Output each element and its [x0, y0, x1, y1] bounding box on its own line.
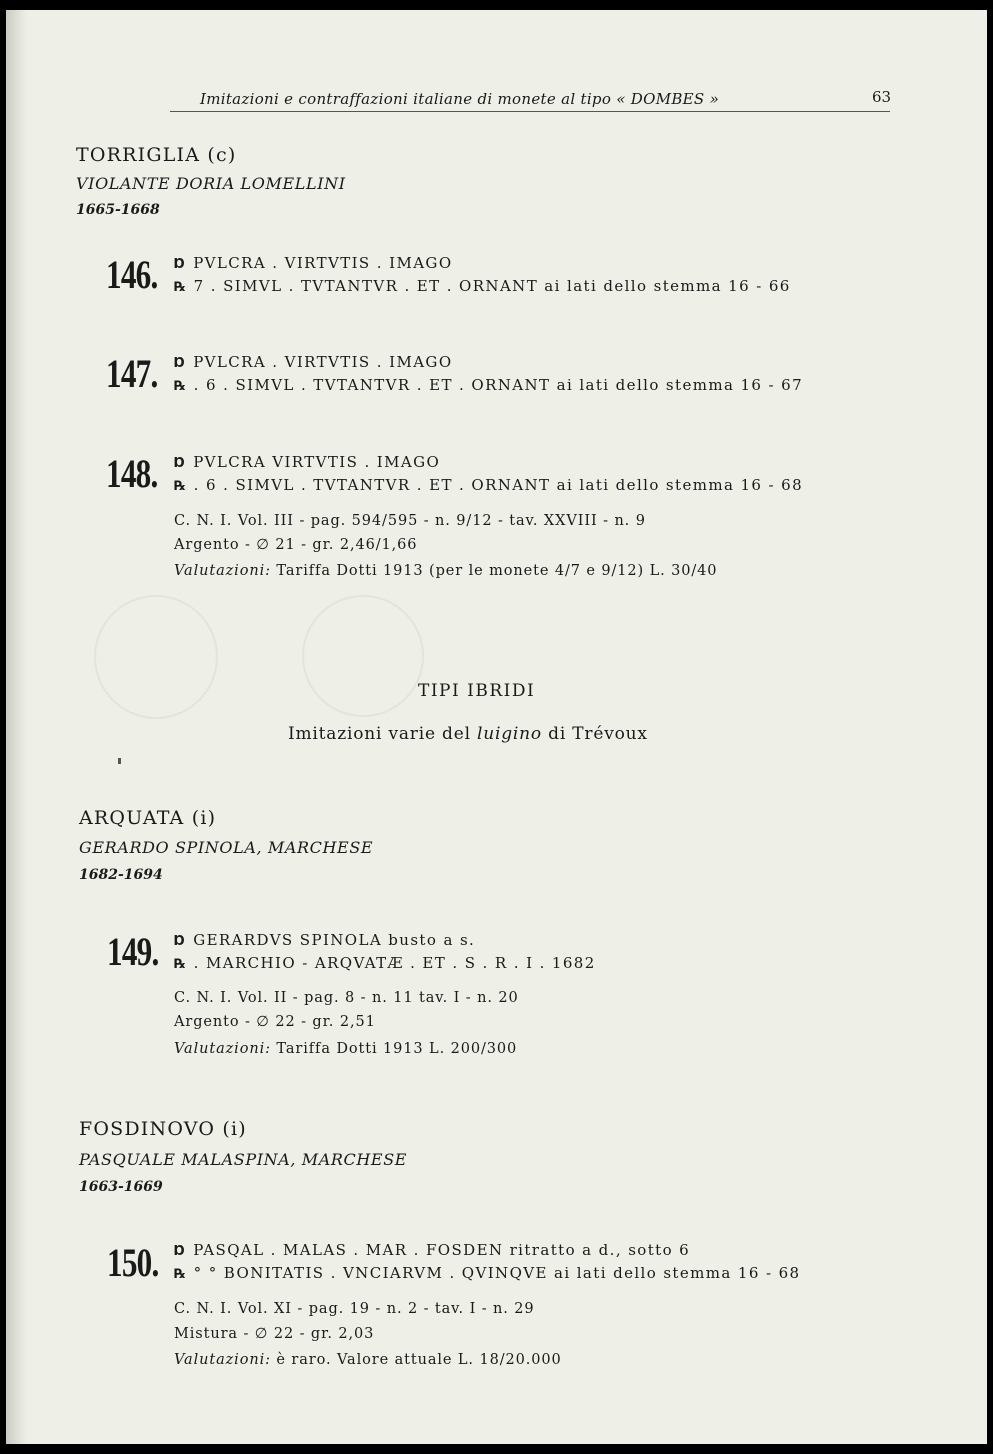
coin-number: 148.: [106, 451, 158, 496]
reverse-symbol: ℞: [174, 379, 186, 394]
subtitle-post: di Trévoux: [541, 724, 648, 744]
running-header: Imitazioni e contraffazioni italiane di monete al tipo « DOMBES »: [200, 90, 720, 108]
coin-number: 146.: [106, 252, 158, 297]
reign-dates-fosdinovo: 1663-1669: [79, 1179, 163, 1195]
metal-weight: Argento - ∅ 22 - gr. 2,51: [174, 1014, 376, 1030]
valuation-label: Valutazioni:: [174, 1041, 271, 1057]
ruler-name-arquata: GERARDO SPINOLA, MARCHESE: [79, 838, 374, 857]
metal-weight: Mistura - ∅ 22 - gr. 2,03: [174, 1326, 375, 1342]
subtitle-italic: luigino: [477, 724, 542, 744]
reverse-legend: [174, 476, 803, 494]
subtitle-pre: Imitazioni varie del: [288, 724, 478, 744]
obverse-legend: [174, 254, 453, 272]
ruler-name-torriglia: VIOLANTE DORIA LOMELLINI: [76, 174, 346, 193]
reverse-text: 7 . SIMVL . TVTANTVR . ET . ORNANT ai lati dello stemma 16 - 66: [193, 277, 791, 295]
obverse-text: PVLCRA . VIRTVTIS . IMAGO: [193, 254, 453, 272]
reverse-legend: [174, 1264, 800, 1282]
reverse-legend: [174, 954, 596, 972]
valuation-line: [174, 1352, 562, 1368]
ink-speck: [118, 758, 121, 764]
section-subtitle: [288, 724, 648, 744]
place-heading-arquata: ARQUATA (i): [79, 807, 217, 829]
place-heading-torriglia: TORRIGLIA (c): [76, 144, 237, 166]
obverse-text: PVLCRA VIRTVTIS . IMAGO: [193, 453, 441, 471]
page-gutter: [6, 10, 28, 1444]
obverse-symbol: Ɒ: [174, 257, 186, 272]
reverse-symbol: ℞: [174, 957, 186, 972]
section-title: TIPI IBRIDI: [418, 681, 536, 701]
reverse-text: . 6 . SIMVL . TVTANTVR . ET . ORNANT ai lati dello stemma 16 - 68: [193, 476, 804, 494]
obverse-symbol: Ɒ: [174, 1244, 186, 1259]
valuation-text: Tariffa Dotti 1913 (per le monete 4/7 e 9/12) L. 30/40: [276, 563, 718, 579]
coin-number: 149.: [107, 929, 159, 974]
valuation-text: è raro. Valore attuale L. 18/20.000: [276, 1352, 562, 1368]
obverse-symbol: Ɒ: [174, 456, 186, 471]
reign-dates-arquata: 1682-1694: [79, 867, 163, 883]
header-rule: [170, 111, 890, 112]
cni-reference: C. N. I. Vol. III - pag. 594/595 - n. 9/12 - tav. XXVIII - n. 9: [174, 513, 646, 529]
valuation-label: Valutazioni:: [174, 1352, 271, 1368]
obverse-legend: [174, 1241, 690, 1259]
coin-number: 147.: [106, 351, 158, 396]
obverse-legend: [174, 353, 453, 371]
ruler-name-fosdinovo: PASQUALE MALASPINA, MARCHESE: [79, 1150, 408, 1169]
valuation-label: Valutazioni:: [174, 563, 271, 579]
valuation-text: Tariffa Dotti 1913 L. 200/300: [276, 1041, 518, 1057]
obverse-text: GERARDVS SPINOLA busto a s.: [193, 931, 476, 949]
reverse-text: . MARCHIO - ARQVATÆ . ET . S . R . I . 1682: [193, 954, 596, 972]
show-through-coin-left: [94, 595, 218, 719]
coin-number: 150.: [107, 1240, 159, 1285]
reverse-legend: [174, 277, 791, 295]
valuation-line: [174, 563, 717, 579]
obverse-text: PVLCRA . VIRTVTIS . IMAGO: [193, 353, 453, 371]
obverse-symbol: Ɒ: [174, 356, 186, 371]
book-page: [6, 10, 987, 1444]
metal-weight: Argento - ∅ 21 - gr. 2,46/1,66: [174, 537, 418, 553]
place-heading-fosdinovo: FOSDINOVO (i): [79, 1118, 247, 1140]
cni-reference: C. N. I. Vol. II - pag. 8 - n. 11 tav. I - n. 20: [174, 990, 519, 1006]
show-through-coin-right: [302, 595, 424, 717]
reverse-symbol: ℞: [174, 1267, 186, 1282]
reverse-text: ° ° BONITATIS . VNCIARVM . QVINQVE ai lati dello stemma 16 - 68: [193, 1264, 801, 1282]
obverse-legend: [174, 931, 475, 949]
reverse-symbol: ℞: [174, 280, 186, 295]
obverse-symbol: Ɒ: [174, 934, 186, 949]
reign-dates-torriglia: 1665-1668: [76, 202, 160, 218]
valuation-line: [174, 1041, 517, 1057]
obverse-legend: [174, 453, 440, 471]
reverse-symbol: ℞: [174, 479, 186, 494]
reverse-text: . 6 . SIMVL . TVTANTVR . ET . ORNANT ai lati dello stemma 16 - 67: [193, 376, 804, 394]
reverse-legend: [174, 376, 803, 394]
page-number: 63: [872, 88, 892, 106]
obverse-text: PASQAL . MALAS . MAR . FOSDEN ritratto a d., sotto 6: [193, 1241, 691, 1259]
cni-reference: C. N. I. Vol. XI - pag. 19 - n. 2 - tav. I - n. 29: [174, 1301, 535, 1317]
